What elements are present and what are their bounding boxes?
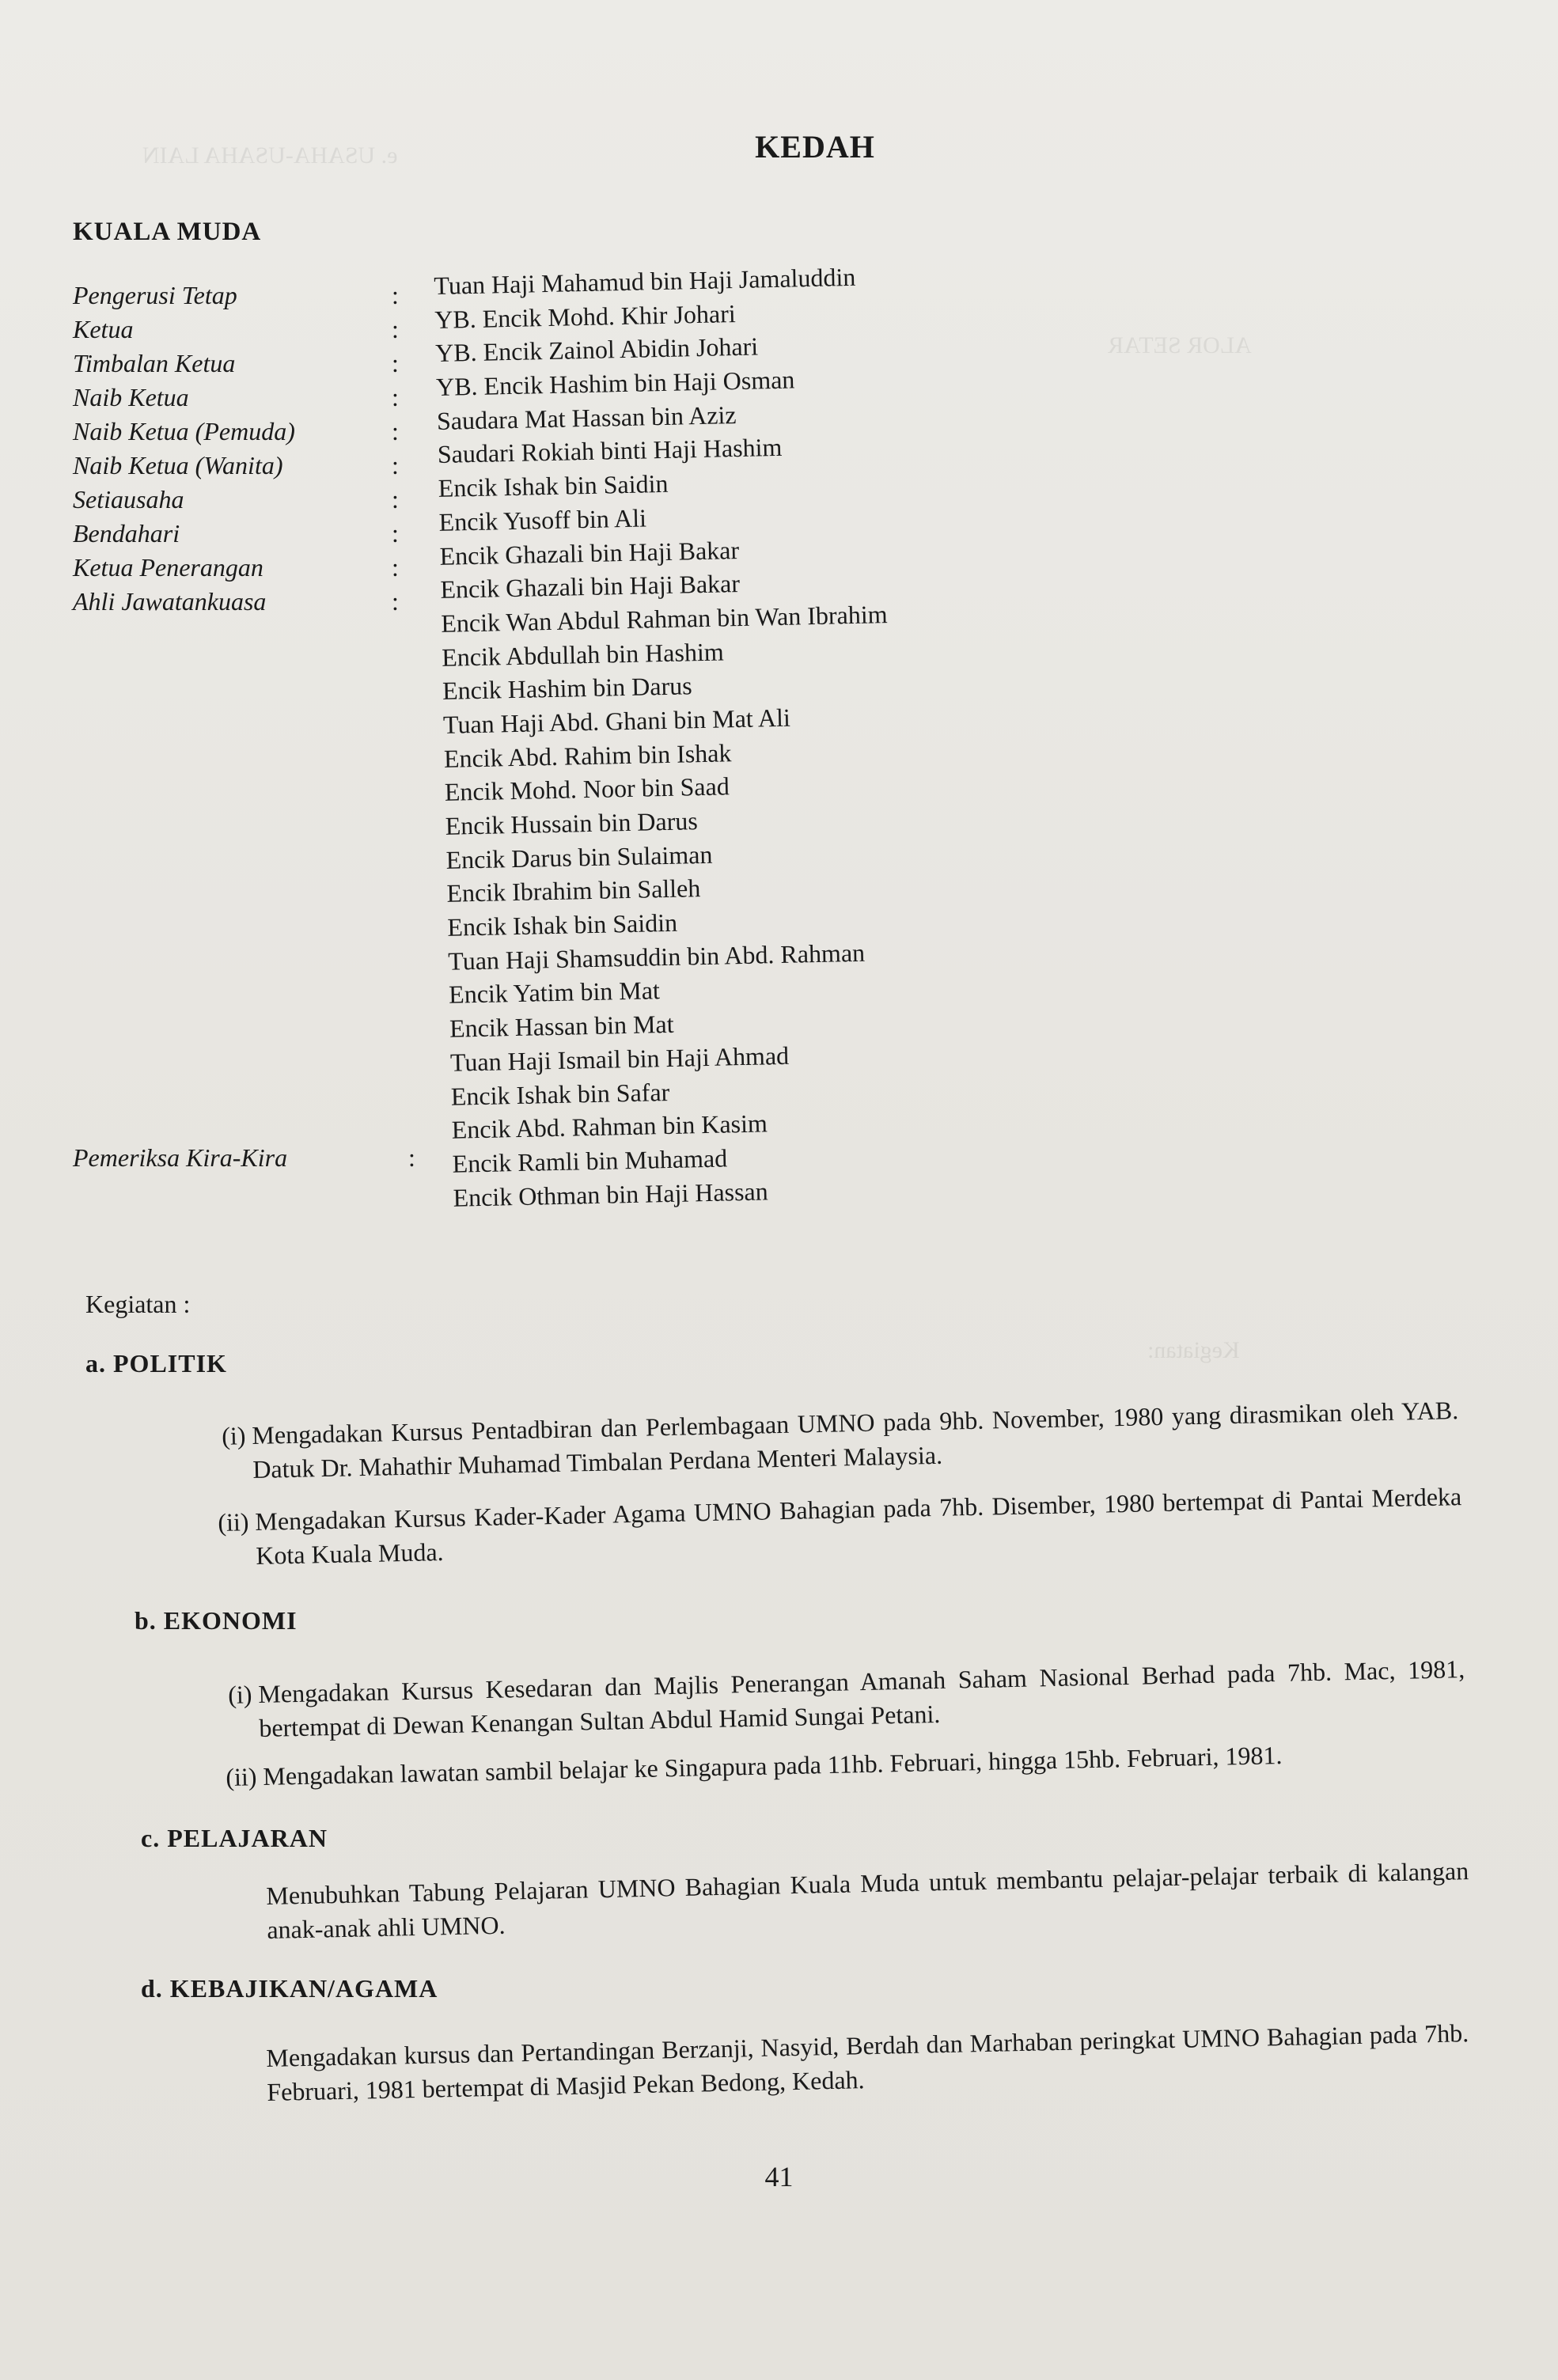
page-title: KEDAH xyxy=(755,129,875,165)
member-name: Saudari Rokiah binti Haji Hashim xyxy=(437,433,783,469)
section-heading-ekonomi: b. EKONOMI xyxy=(135,1606,298,1635)
member-name: Encik Abd. Rahman bin Kasim xyxy=(451,1109,768,1144)
colon: : xyxy=(392,553,399,582)
role-label: Pengerusi Tetap xyxy=(73,281,237,309)
item-number: (i) xyxy=(221,1421,246,1450)
branch-heading: KUALA MUDA xyxy=(73,218,262,246)
member-name: YB. Encik Hashim bin Haji Osman xyxy=(435,365,795,402)
member-name: Encik Abd. Rahim bin Ishak xyxy=(443,737,732,773)
role-label: Naib Ketua xyxy=(73,383,189,411)
bleed-through-text: e. USAHA-USAHA LAIN xyxy=(142,142,398,169)
member-name: Encik Ishak bin Safar xyxy=(450,1077,670,1111)
colon: : xyxy=(392,417,399,445)
item-text: Mengadakan Kursus Kesedaran dan Majlis Penerangan Amanah Saham Nasional Berhad pada 7hb. Mac, 1981, bertempat di Dewan Kenangan Sultan Abdul Hamid Sungai Petani. xyxy=(258,1654,1465,1742)
politik-item xyxy=(217,1480,1462,1573)
member-name: Encik Hassan bin Mat xyxy=(449,1009,674,1043)
role-label: Naib Ketua (Wanita) xyxy=(73,451,283,479)
member-name: Encik Hussain bin Darus xyxy=(445,806,699,840)
member-name: Encik Ishak bin Saidin xyxy=(438,468,669,503)
item-number: (ii) xyxy=(225,1762,257,1791)
bleed-through-text: Kegiatan: xyxy=(1147,1337,1240,1363)
committee-roles xyxy=(73,279,405,1172)
section-heading-politik: a. POLITIK xyxy=(85,1349,227,1378)
item-number: (i) xyxy=(227,1680,252,1709)
member-name: Encik Ghazali bin Haji Bakar xyxy=(440,569,741,604)
member-name: Encik Ramli bin Muhamad xyxy=(452,1143,728,1178)
colon: : xyxy=(392,519,399,548)
colon: : xyxy=(392,315,399,343)
item-number: (ii) xyxy=(217,1507,249,1537)
role-label: Ketua xyxy=(73,315,134,343)
member-name: Encik Mohd. Noor bin Saad xyxy=(444,771,730,807)
colon: : xyxy=(408,1143,415,1172)
member-name: Encik Wan Abdul Rahman bin Wan Ibrahim xyxy=(441,599,888,638)
member-name: Encik Ghazali bin Haji Bakar xyxy=(439,535,740,570)
item-text: Mengadakan Kursus Pentadbiran dan Perlembagaan UMNO pada 9hb. November, 1980 yang dirasmikan oleh YAB. Datuk Dr. Mahathir Muhamad Timbalan Perdana Menteri Malaysia. xyxy=(252,1396,1459,1484)
item-text: Mengadakan Kursus Kader-Kader Agama UMNO Bahagian pada 7hb. Disember, 1980 bertempat di Pantai Merdeka Kota Kuala Muda. xyxy=(255,1482,1462,1570)
role-label: Ahli Jawatankuasa xyxy=(73,587,267,616)
member-name: Encik Yatim bin Mat xyxy=(448,976,661,1010)
colon: : xyxy=(392,451,399,479)
colon: : xyxy=(392,349,399,377)
bleed-through-text: ALOR SETAR xyxy=(1108,332,1252,358)
role-label: Ketua Penerangan xyxy=(73,553,263,582)
item-text: Mengadakan lawatan sambil belajar ke Singapura pada 11hb. Februari, hingga 15hb. Februari, 1981. xyxy=(263,1741,1283,1791)
colon: : xyxy=(392,281,399,309)
page-number: 41 xyxy=(764,2161,794,2192)
member-name: Encik Abdullah bin Hashim xyxy=(441,636,724,672)
member-name: Encik Ibrahim bin Salleh xyxy=(446,874,701,908)
colon-column xyxy=(392,279,415,1172)
politik-item xyxy=(221,1393,1459,1487)
colon: : xyxy=(392,383,399,411)
section-heading-pelajaran: c. PELAJARAN xyxy=(141,1824,328,1852)
section-heading-kebajikan: d. KEBAJIKAN/AGAMA xyxy=(141,1974,438,2003)
pelajaran-text: Menubuhkan Tabung Pelajaran UMNO Bahagian Kuala Muda untuk membantu pelajar-pelajar terbaik di kalangan anak-anak ahli UMNO. xyxy=(266,1856,1469,1944)
role-label: Bendahari xyxy=(73,519,180,548)
member-name: Tuan Haji Mahamud bin Haji Jamaluddin xyxy=(434,262,856,300)
ekonomi-item xyxy=(225,1734,1470,1794)
member-name: YB. Encik Zainol Abidin Johari xyxy=(434,332,759,368)
member-name: Encik Darus bin Sulaiman xyxy=(445,839,713,874)
activities-label: Kegiatan : xyxy=(85,1290,191,1318)
member-name: YB. Encik Mohd. Khir Johari xyxy=(434,298,737,334)
role-label: Setiausaha xyxy=(73,485,184,514)
member-name: Tuan Haji Shamsuddin bin Abd. Rahman xyxy=(447,938,866,976)
colon: : xyxy=(392,587,399,616)
member-name: Tuan Haji Ismail bin Haji Ahmad xyxy=(449,1040,790,1077)
colon: : xyxy=(392,485,399,514)
member-name: Tuan Haji Abd. Ghani bin Mat Ali xyxy=(442,703,791,739)
ekonomi-item xyxy=(227,1652,1465,1745)
member-name: Encik Othman bin Haji Hassan xyxy=(453,1176,769,1212)
kebajikan-text: Mengadakan kursus dan Pertandingan Berzanji, Nasyid, Berdah dan Marhaban peringkat UMNO Bahagian pada 7hb. Februari, 1981 bertempat di Masjid Pekan Bedong, Kedah. xyxy=(266,2018,1469,2106)
auditor-role-label: Pemeriksa Kira-Kira xyxy=(73,1143,288,1172)
member-name: Encik Yusoff bin Ali xyxy=(438,503,647,536)
member-name: Encik Ishak bin Saidin xyxy=(447,908,678,942)
committee-names xyxy=(434,256,1086,1215)
role-label: Naib Ketua (Pemuda) xyxy=(73,417,295,445)
member-name: Encik Hashim bin Darus xyxy=(442,671,692,706)
role-label: Timbalan Ketua xyxy=(73,349,236,377)
member-name: Saudara Mat Hassan bin Aziz xyxy=(436,400,737,435)
